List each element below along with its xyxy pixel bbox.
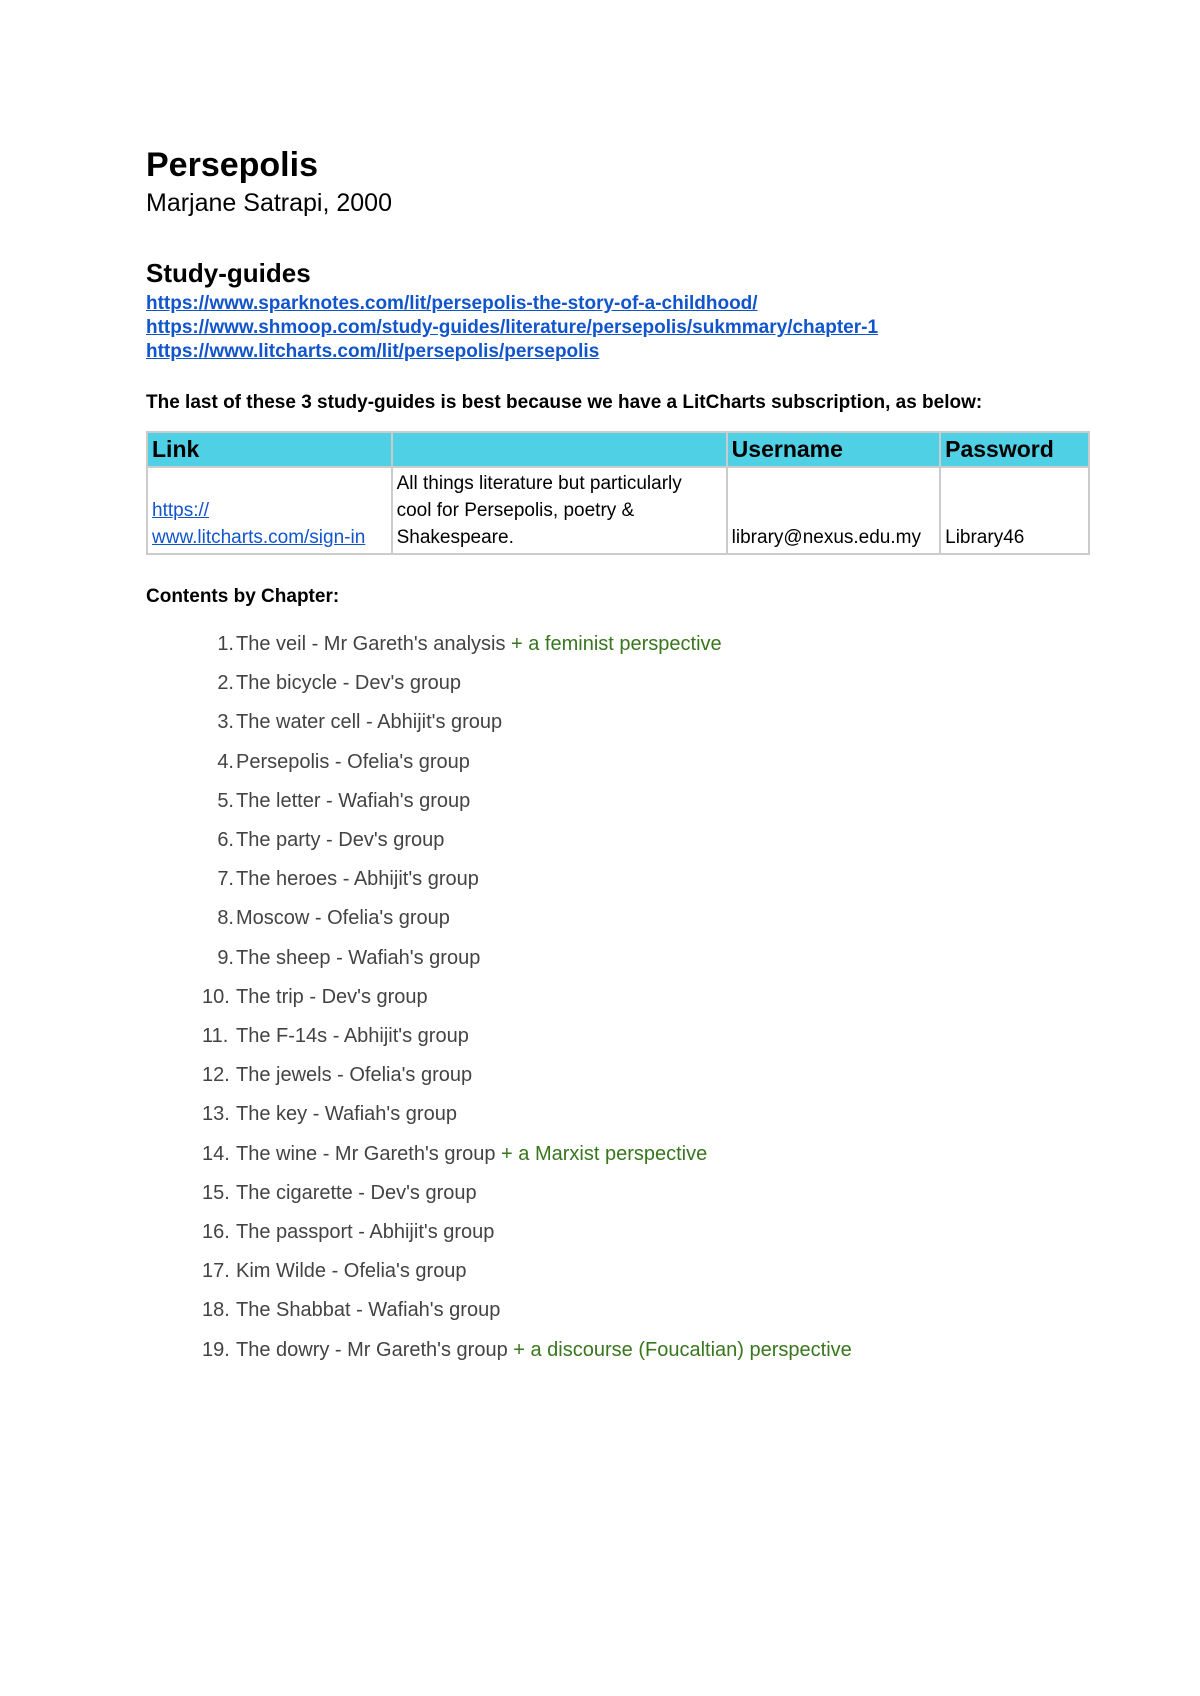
list-item: [146, 939, 1096, 978]
chapter-number: 9.: [217, 946, 234, 969]
chapter-text: The Shabbat - Wafiah's group: [236, 1299, 501, 1322]
chapter-list: [146, 625, 1096, 1370]
document-title: Persepolis: [146, 146, 318, 184]
chapter-text: The bicycle - Dev's group: [236, 672, 462, 695]
chapter-number: 2.: [217, 672, 234, 695]
chapter-text: The water cell - Abhijit's group: [236, 711, 503, 734]
link-cell: [147, 467, 392, 554]
list-item: [146, 1252, 1096, 1291]
chapter-text: The key - Wafiah's group: [236, 1103, 457, 1126]
header-description: [392, 432, 727, 467]
litcharts-link[interactable]: https://www.litcharts.com/lit/persepolis/persepolis: [146, 341, 600, 362]
chapter-number: 15.: [202, 1181, 230, 1204]
chapter-text: The trip - Dev's group: [236, 985, 428, 1008]
list-item: [146, 1056, 1096, 1095]
list-item: [146, 625, 1096, 664]
chapter-number: 16.: [202, 1221, 230, 1244]
chapter-text: The party - Dev's group: [236, 829, 445, 852]
subscription-note: The last of these 3 study-guides is best because we have a LitCharts subscription, as below:: [146, 392, 983, 413]
list-item: [146, 1291, 1096, 1330]
chapter-perspective: + a feminist perspective: [511, 633, 722, 655]
document-subtitle: Marjane Satrapi, 2000: [146, 189, 392, 217]
chapter-number: 11.: [202, 1025, 229, 1048]
list-item: [146, 1331, 1096, 1370]
list-item: [146, 1135, 1096, 1174]
chapter-number: 5.: [217, 789, 234, 812]
subscription-table: [146, 431, 1090, 555]
chapter-number: 10.: [202, 985, 230, 1008]
chapter-text: The F-14s - Abhijit's group: [236, 1025, 469, 1048]
password-cell: Library46: [940, 467, 1089, 554]
list-item: [146, 664, 1096, 703]
chapter-text: The passport - Abhijit's group: [236, 1221, 495, 1244]
chapter-number: 12.: [202, 1064, 230, 1087]
list-item: [146, 1174, 1096, 1213]
chapter-number: 18.: [202, 1299, 230, 1322]
study-guide-links: [146, 292, 1096, 364]
chapter-number: 1.: [217, 633, 234, 655]
chapter-perspective: + a Marxist perspective: [501, 1142, 708, 1165]
chapter-text: The wine - Mr Gareth's group: [236, 1142, 496, 1165]
chapter-number: 13.: [202, 1103, 230, 1126]
list-item: [146, 821, 1096, 860]
list-item: [146, 978, 1096, 1017]
sparknotes-link[interactable]: https://www.sparknotes.com/lit/persepolis-the-story-of-a-childhood/: [146, 293, 758, 314]
study-guides-heading: Study-guides: [146, 258, 311, 288]
list-item: [146, 703, 1096, 742]
list-item: [146, 782, 1096, 821]
contents-heading: Contents by Chapter:: [146, 586, 340, 607]
list-item: [146, 1213, 1096, 1252]
header-username: Username: [727, 432, 940, 467]
chapter-number: 7.: [217, 868, 234, 891]
username-cell: library@nexus.edu.my: [727, 467, 940, 554]
shmoop-link[interactable]: https://www.shmoop.com/study-guides/literature/persepolis/sukmmary/chapter-1: [146, 317, 879, 338]
chapter-text: Persepolis - Ofelia's group: [236, 750, 470, 773]
document-page: [146, 146, 1096, 1370]
header-password: Password: [940, 432, 1089, 467]
chapter-number: 4.: [217, 750, 234, 773]
chapter-number: 8.: [217, 907, 234, 930]
chapter-number: 14.: [202, 1142, 230, 1165]
table-row: [147, 467, 1089, 554]
chapter-text: The cigarette - Dev's group: [236, 1181, 477, 1204]
chapter-text: The jewels - Ofelia's group: [236, 1064, 473, 1087]
chapter-number: 17.: [202, 1260, 230, 1283]
signin-link-line1: https://: [152, 500, 210, 521]
chapter-number: 6.: [217, 829, 234, 852]
header-link: Link: [147, 432, 392, 467]
chapter-text: The letter - Wafiah's group: [236, 789, 471, 812]
list-item: [146, 743, 1096, 782]
list-item: [146, 1017, 1096, 1056]
chapter-number: 19.: [202, 1338, 230, 1361]
chapter-perspective: + a discourse (Foucaltian) perspective: [513, 1338, 852, 1361]
chapter-text: The heroes - Abhijit's group: [236, 868, 479, 891]
list-item: [146, 899, 1096, 938]
litcharts-signin-link[interactable]: [152, 500, 365, 548]
list-item: [146, 860, 1096, 899]
chapter-text: Moscow - Ofelia's group: [236, 907, 450, 930]
table-header-row: [147, 432, 1089, 467]
description-cell: All things literature but particularly cool for Persepolis, poetry & Shakespeare.: [392, 467, 727, 554]
chapter-number: 3.: [217, 711, 234, 734]
signin-link-line2: www.litcharts.com/sign-in: [152, 527, 366, 548]
chapter-text: Kim Wilde - Ofelia's group: [236, 1260, 467, 1283]
chapter-text: The veil - Mr Gareth's analysis: [236, 633, 506, 655]
chapter-text: The dowry - Mr Gareth's group: [236, 1338, 508, 1361]
chapter-text: The sheep - Wafiah's group: [236, 946, 481, 969]
list-item: [146, 1095, 1096, 1134]
